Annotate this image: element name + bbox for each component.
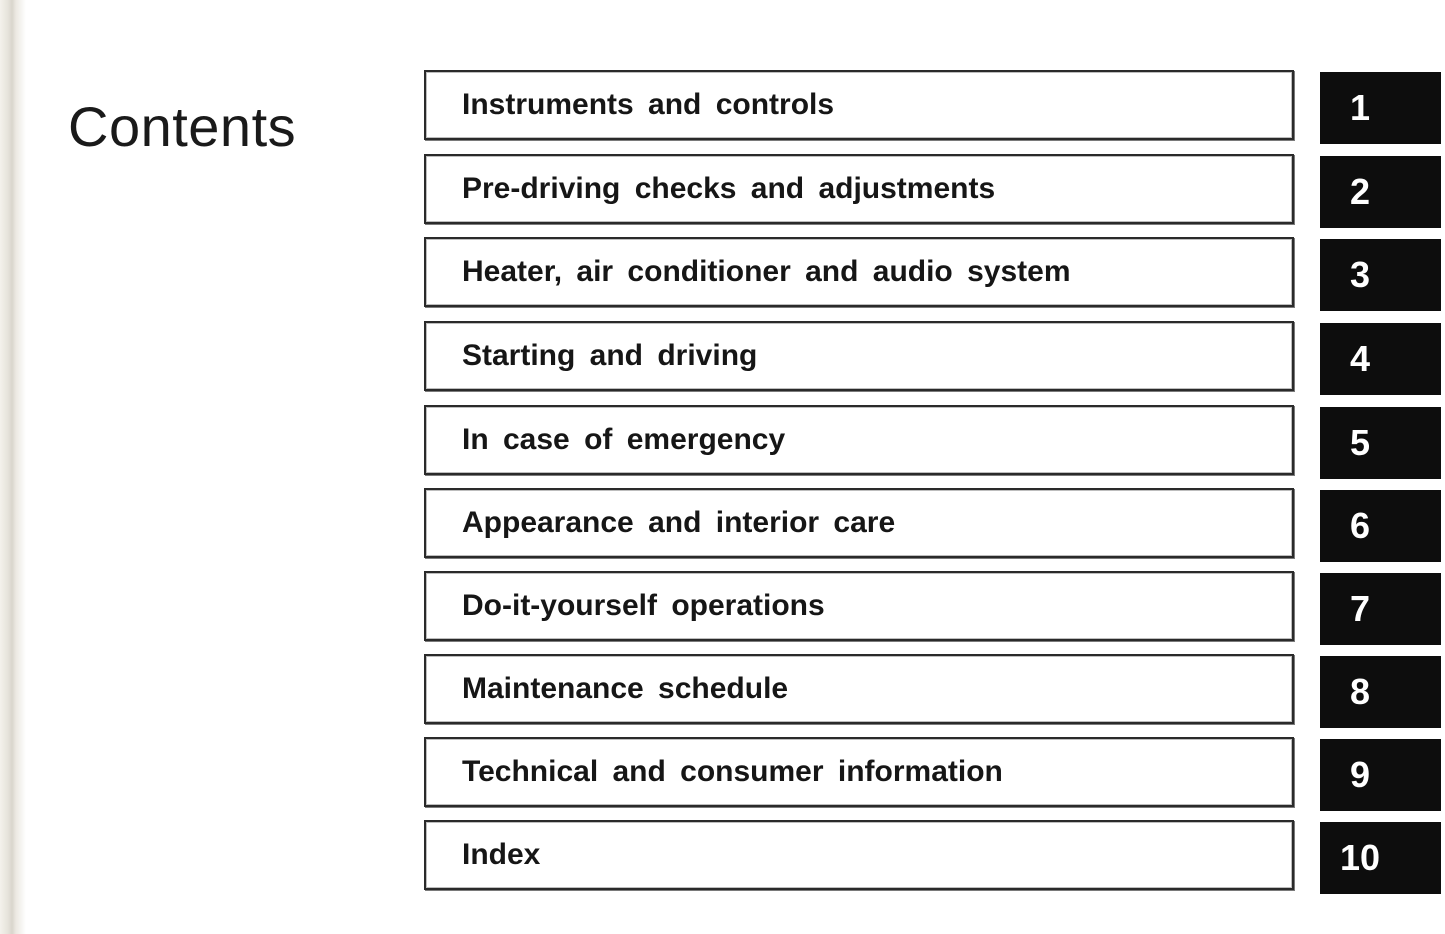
chapter-link-do-it-yourself-operations[interactable] (424, 571, 1294, 641)
chapter-title: Maintenance schedule (462, 672, 789, 705)
chapter-title: Index (462, 838, 541, 871)
chapter-number: 3 (1349, 254, 1371, 295)
toc-row-5 (424, 405, 1445, 479)
chapter-link-index[interactable] (424, 820, 1294, 890)
chapter-tab-2[interactable] (1320, 156, 1441, 228)
page-title: Contents (68, 94, 297, 158)
chapter-number: 5 (1349, 422, 1371, 463)
chapter-tab-7[interactable] (1320, 573, 1441, 645)
table-of-contents (424, 70, 1445, 900)
chapter-number: 8 (1349, 671, 1371, 712)
chapter-link-technical-and-consumer-information[interactable] (424, 737, 1294, 807)
chapter-title: Do-it-yourself operations (462, 589, 825, 622)
chapter-link-in-case-of-emergency[interactable] (424, 405, 1294, 475)
chapter-link-pre-driving-checks[interactable] (424, 154, 1294, 224)
chapter-tab-8[interactable] (1320, 656, 1441, 728)
chapter-number: 4 (1349, 338, 1371, 379)
chapter-title: Appearance and interior care (462, 506, 896, 539)
toc-row-9 (424, 737, 1445, 811)
chapter-link-heater-air-conditioner-audio[interactable] (424, 237, 1294, 307)
chapter-tab-10[interactable] (1320, 822, 1441, 894)
chapter-link-starting-and-driving[interactable] (424, 321, 1294, 391)
toc-row-2 (424, 154, 1445, 228)
toc-row-7 (424, 571, 1445, 645)
chapter-number: 10 (1339, 837, 1381, 878)
chapter-tab-9[interactable] (1320, 739, 1441, 811)
chapter-title: Instruments and controls (462, 88, 835, 121)
chapter-tab-5[interactable] (1320, 407, 1441, 479)
toc-row-3 (424, 237, 1445, 311)
toc-row-6 (424, 488, 1445, 562)
chapter-number: 6 (1349, 505, 1371, 546)
chapter-tab-6[interactable] (1320, 490, 1441, 562)
chapter-tab-1[interactable] (1320, 72, 1441, 144)
chapter-title: In case of emergency (462, 423, 786, 456)
toc-row-1 (424, 70, 1445, 144)
chapter-title: Heater, air conditioner and audio system (462, 255, 1071, 288)
chapter-number: 2 (1349, 171, 1371, 212)
toc-row-10 (424, 820, 1445, 894)
chapter-number: 1 (1349, 87, 1371, 128)
page-binding-edge (0, 0, 26, 934)
chapter-link-maintenance-schedule[interactable] (424, 654, 1294, 724)
chapter-title: Starting and driving (462, 339, 758, 372)
chapter-link-appearance-and-interior-care[interactable] (424, 488, 1294, 558)
chapter-title: Pre-driving checks and adjustments (462, 172, 996, 205)
toc-row-4 (424, 321, 1445, 395)
chapter-number: 7 (1349, 588, 1371, 629)
chapter-link-instruments-and-controls[interactable] (424, 70, 1294, 140)
chapter-title: Technical and consumer information (462, 755, 1003, 788)
chapter-tab-4[interactable] (1320, 323, 1441, 395)
toc-row-8 (424, 654, 1445, 728)
chapter-number: 9 (1349, 754, 1371, 795)
chapter-tab-3[interactable] (1320, 239, 1441, 311)
